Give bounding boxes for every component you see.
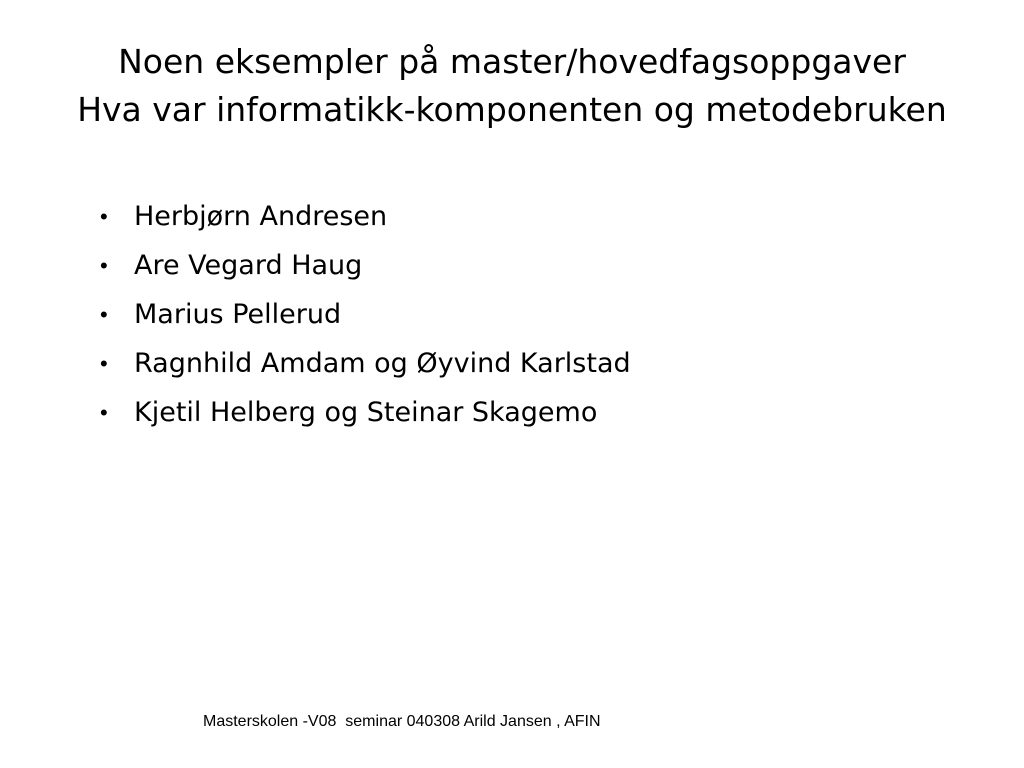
- slide-footer: Masterskolen -V08 seminar 040308 Arild Jansen , AFIN: [203, 713, 601, 730]
- bullet-icon: •: [100, 400, 108, 425]
- bullet-icon: •: [100, 253, 108, 278]
- list-item-text: Are Vegard Haug: [134, 250, 363, 281]
- list-item: [100, 196, 631, 245]
- list-item: [100, 392, 631, 441]
- slide-title: [0, 38, 1024, 134]
- list-item: [100, 343, 631, 392]
- bullet-list: [100, 196, 631, 441]
- bullet-icon: •: [100, 204, 108, 229]
- list-item-text: Herbjørn Andresen: [134, 201, 388, 232]
- list-item-text: Kjetil Helberg og Steinar Skagemo: [134, 397, 598, 428]
- bullet-icon: •: [100, 351, 108, 376]
- slide-title-line-2: Hva var informatikk-komponenten og metodebruken: [77, 90, 947, 129]
- list-item-text: Marius Pellerud: [134, 299, 342, 330]
- list-item: [100, 245, 631, 294]
- list-item: [100, 294, 631, 343]
- bullet-icon: •: [100, 302, 108, 327]
- list-item-text: Ragnhild Amdam og Øyvind Karlstad: [134, 348, 631, 379]
- slide-title-line-1: Noen eksempler på master/hovedfagsoppgaver: [118, 42, 906, 81]
